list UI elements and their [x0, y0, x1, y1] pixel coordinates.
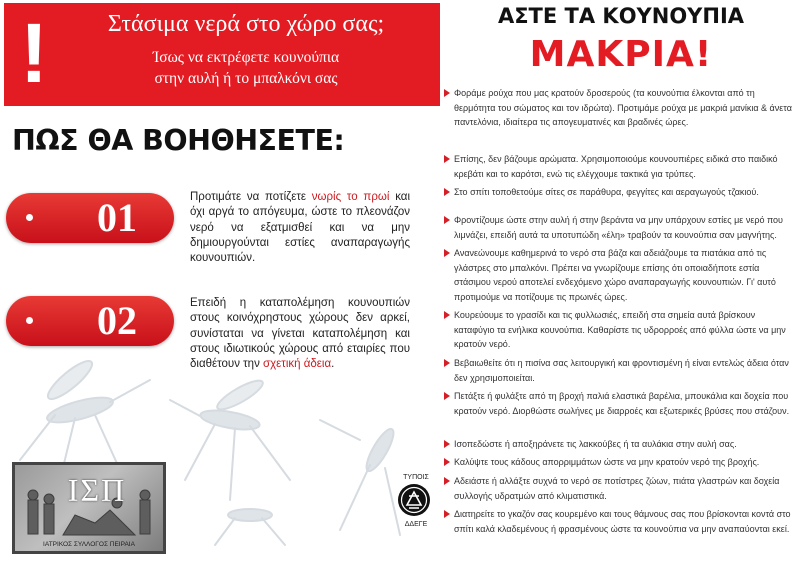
bullet-triangle-icon — [444, 188, 450, 196]
tips-list — [444, 86, 794, 556]
step-text-part: . — [331, 358, 335, 371]
bullet-triangle-icon — [444, 440, 450, 448]
bullet-triangle-icon — [444, 359, 450, 367]
list-item — [444, 356, 794, 385]
bullet-triangle-icon — [444, 311, 450, 319]
list-item — [444, 455, 794, 470]
bullet-triangle-icon — [444, 477, 450, 485]
list-item — [444, 213, 794, 242]
right-heading-emphasis: ΜΑΚΡΙΑ! — [529, 34, 713, 75]
publisher-label: ΤΥΠΟΙΣ — [403, 474, 429, 481]
step-number-badge — [6, 193, 174, 243]
step-highlight: σχετική άδεια — [263, 358, 332, 371]
alert-title: Στάσιμα νερά στο χώρο σας; — [107, 11, 385, 37]
tip-text: Καλύψτε τους κάδους απορριμμάτων ώστε να μην κρατούν νερό της βροχής. — [454, 457, 760, 467]
exclamation-icon: ! — [20, 6, 48, 100]
tip-text: Πετάξτε ή φυλάξτε από τη βροχή παλιά ελαστικά βαρέλια, μπουκάλια και δοχεία που κρατούν νερό. Διορθώστε σωλήνες με διαρροές και εξωτερικές βρύσες που στάζουν. — [454, 391, 790, 416]
step-highlight: νωρίς το πρωί — [311, 191, 390, 203]
tip-text: Βεβαιωθείτε ότι η πισίνα σας λειτουργική και φροντισμένη ή είναι εντελώς άδεια όταν δεν χρησιμοποιείται. — [454, 358, 789, 383]
bullet-triangle-icon — [444, 216, 450, 224]
badge-dot-icon — [26, 214, 33, 221]
badge-dot-icon — [26, 317, 33, 324]
section-title: ΠΩΣ ΘΑ ΒΟΗΘΗΣΕΤΕ: — [12, 124, 345, 157]
tip-text: Κουρεύουμε το γρασίδι και τις φυλλωσιές, επειδή στα σημεία αυτά βρίσκουν καταφύγιο τα ενήλικα κουνούπια. Καθαρίστε τις υδρορροές από φύλλα ώστε να μην κρατούν νερό. — [454, 310, 786, 350]
list-item — [444, 507, 794, 536]
bullet-triangle-icon — [444, 392, 450, 400]
bullet-triangle-icon — [444, 155, 450, 163]
step-text-part: και όχι αργά το απόγευμα, ώστε το πλεονάζον νερό να εξατμισθεί και να μην δημιουργούνται εστίες αναπαραγωγής κουνουπιών. — [190, 191, 411, 265]
logo-mark: ΙΣΠ — [67, 472, 127, 508]
tip-text: Διατηρείτε το γκαζόν σας κουρεμένο και τους θάμνους σας που βρίσκονται κοντά στο σπίτι καλά κλαδεμένους ή φρασμένους ώστε τα κουνούπια να μην αναπαύονται εκεί. — [454, 509, 791, 534]
list-item — [444, 308, 794, 352]
step-text-part: Προτιμάτε να ποτίζετε — [190, 191, 312, 203]
list-item — [444, 185, 794, 200]
publisher-name: ΔΔΕΓΕ — [404, 521, 428, 528]
alert-subtitle-line: Ίσως να εκτρέφετε κουνούπια — [152, 49, 340, 66]
list-item — [444, 246, 794, 304]
list-item — [444, 152, 794, 181]
list-item — [444, 389, 794, 418]
alert-subtitle — [56, 47, 436, 89]
medical-association-logo — [12, 462, 166, 554]
bullet-triangle-icon — [444, 249, 450, 257]
publisher-emblem-icon — [397, 483, 431, 517]
step-number-badge — [6, 296, 174, 346]
step-number: 02 — [97, 298, 137, 343]
step-number: 01 — [97, 195, 137, 240]
list-item — [444, 86, 794, 130]
tip-text: Επίσης, δεν βάζουμε αρώματα. Χρησιμοποιούμε κουνουπιέρες ειδικά στο παιδικό κρεβάτι και το καρότσι, ενώ τις ελέγχουμε τακτικά για τρύπες. — [454, 154, 778, 179]
bullet-triangle-icon — [444, 89, 450, 97]
bullet-triangle-icon — [444, 458, 450, 466]
right-heading: ΑΣΤΕ ΤΑ ΚΟΥΝΟΥΠΙΑ — [497, 4, 745, 28]
bullet-triangle-icon — [444, 510, 450, 518]
tip-text: Ανανεώνουμε καθημερινά το νερό στα βάζα και αδειάζουμε τα πιατάκια από τις γλάστρες στο μπαλκόνι. Πρέπει να γνωρίζουμε επίσης ότι οποιαδήποτε εστία στάσιμου νερού αποτελεί ενδεχόμενο χώρο αναπαραγωγής κουνουπιών. Γι' αυτό προτιμούμε να ποτίζουμε τις πρωινές ώρες. — [454, 248, 776, 302]
alert-banner — [4, 3, 440, 106]
tip-text: Φοράμε ρούχα που μας κρατούν δροσερούς (τα κουνούπια έλκονται από τη θερμότητα του σώματος και τον ιδρώτα). Προτιμάμε ρούχα με μακριά μανίκια & άνετα παντελόνια, ιδιαίτερα τις απογευματινές και βραδινές ώρες. — [454, 88, 792, 128]
alert-subtitle-line: στην αυλή ή το μπαλκόνι σας — [154, 70, 338, 87]
step-text-part: Επειδή η καταπολέμηση κουνουπιών στους κοινόχρηστους χώρους δεν αρκεί, συνίσταται να γίνεται καταπολέμηση και στους ιδιωτικούς χώρους από εταιρίες που διαθέτουν την — [190, 297, 410, 371]
tip-text: Στο σπίτι τοποθετούμε σίτες σε παράθυρα, φεγγίτες και αεραγωγούς τζακιού. — [454, 187, 759, 197]
tip-text: Φροντίζουμε ώστε στην αυλή ή στην βεράντα να μην υπάρχουν εστίες με νερό που λιμνάζει, επειδή αυτά τα υποτυπώδη «έλη» τραβούν τα κουνούπια σαν μαγνήτης. — [454, 215, 783, 240]
list-item — [444, 437, 794, 452]
step-text — [190, 190, 410, 266]
tip-text: Ισοπεδώστε ή αποξηράνετε τις λακκούβες ή τα αυλάκια στην αυλή σας. — [454, 439, 737, 449]
tip-text: Αδειάστε ή αλλάξτε συχνά το νερό σε ποτίστρες ζώων, πιάτα γλαστρών και δοχεία συλλογής υδρατμών από κλιματιστικά. — [454, 476, 780, 501]
list-item — [444, 474, 794, 503]
logo-caption: ΙΑΤΡΙΚΟΣ ΣΥΛΛΟΓΟΣ ΠΕΙΡΑΙΑ — [43, 541, 135, 548]
